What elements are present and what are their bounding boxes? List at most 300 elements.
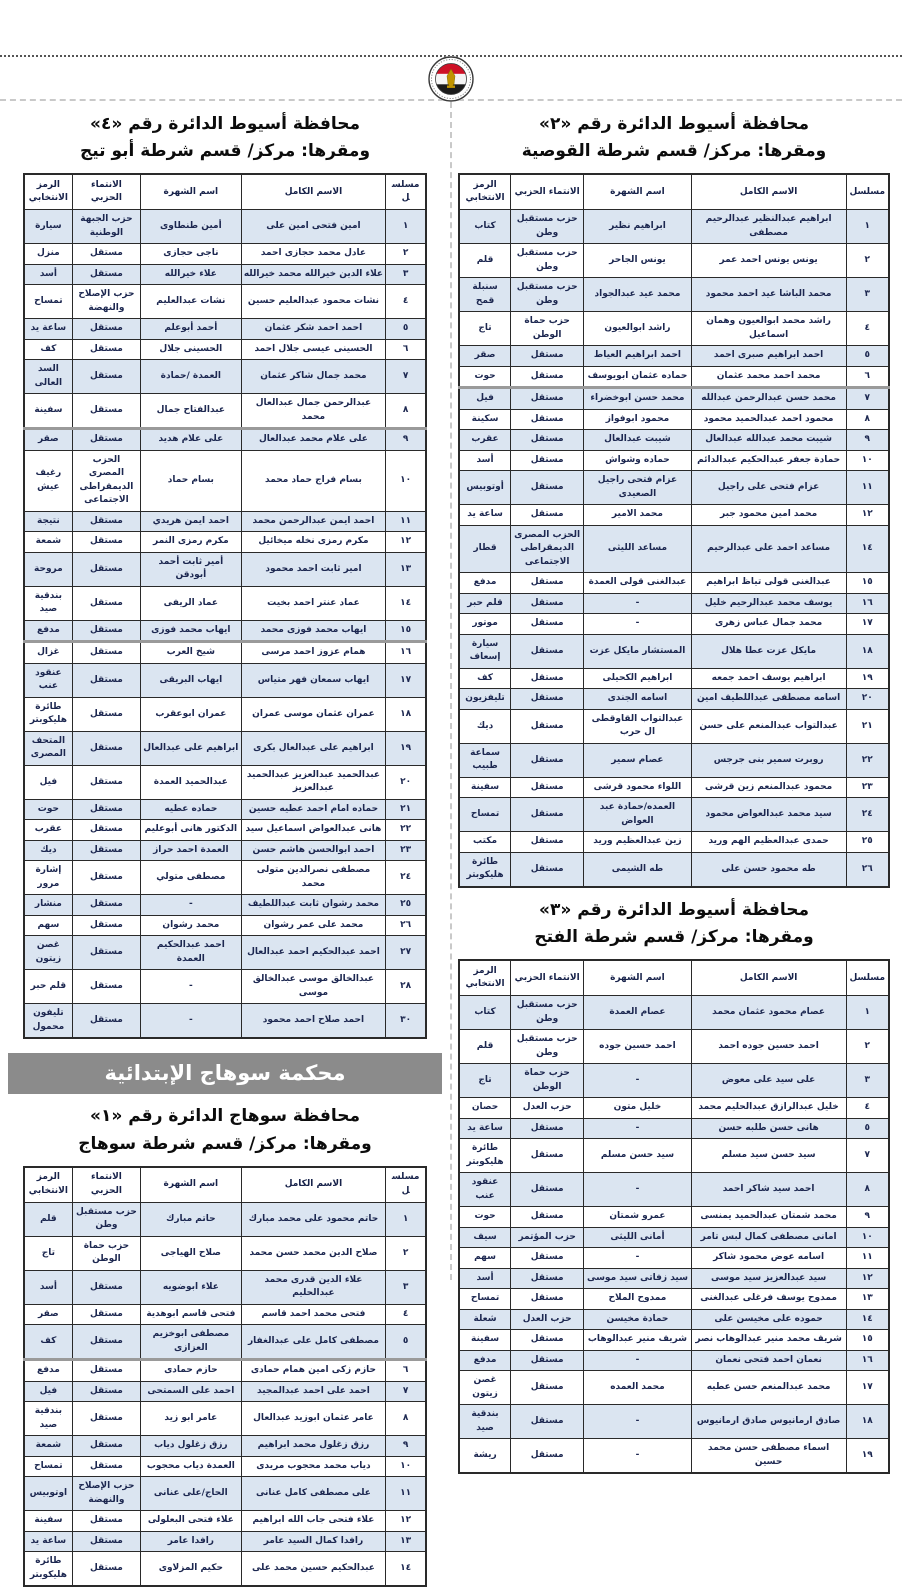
table-row: [24, 840, 426, 861]
table-row: [459, 852, 889, 887]
known-name-cell: عمران ابوعقرب: [141, 697, 242, 731]
party-cell: مستقل: [511, 573, 584, 594]
col-full-name: الاسم الكامل: [691, 960, 846, 996]
full-name-cell: احمد عبدالحكيم احمد عبدالعال: [241, 936, 386, 970]
table-row: [459, 1268, 889, 1289]
serial-cell: ١١: [846, 471, 889, 505]
table-row: [24, 861, 426, 895]
table-row: [459, 709, 889, 743]
full-name-cell: احمد حسين جوده احمد: [691, 1030, 846, 1064]
symbol-cell: منشار: [24, 895, 72, 916]
table-row: [24, 970, 426, 1004]
full-name-cell: عامر عثمان ابوزيد عبدالعال: [241, 1402, 386, 1436]
serial-cell: ٨: [386, 1402, 426, 1436]
title-line-2: ومقرها: مركز/ قسم شرطة الفتح: [534, 927, 814, 948]
full-name-cell: رزق زغلول محمد ابراهيم: [241, 1436, 386, 1457]
known-name-cell: علاء خيرالله: [141, 264, 242, 285]
known-name-cell: -: [141, 895, 242, 916]
known-name-cell: اسامه الجندى: [584, 689, 692, 710]
party-cell: حزب مستقبل وطن: [72, 1202, 140, 1236]
party-cell: حزب الإصلاح والنهضة: [72, 1477, 140, 1511]
symbol-cell: عنقود عنب: [459, 1173, 511, 1207]
known-name-cell: -: [584, 593, 692, 614]
table-row: [24, 1004, 426, 1039]
party-cell: مستقل: [511, 1173, 584, 1207]
party-cell: مستقل: [72, 429, 140, 451]
symbol-cell: ساعة يد: [24, 1531, 72, 1552]
full-name-cell: مايكل عزت عطا هلال: [691, 634, 846, 668]
table-row: [459, 573, 889, 594]
full-name-cell: محمد الباشا عيد احمد محمود: [691, 278, 846, 312]
full-name-cell: همام عزوز احمد مرسى: [241, 642, 386, 664]
symbol-cell: اوتوبيس: [24, 1477, 72, 1511]
symbol-cell: صقر: [459, 346, 511, 367]
table-row: [459, 1350, 889, 1371]
full-name-cell: علاء فتحى جاب الله ابراهيم: [241, 1511, 386, 1532]
table-row: [459, 1248, 889, 1269]
party-cell: حزب حماة الوطن: [72, 1236, 140, 1270]
full-name-cell: مصطفى نصرالدين متولى محمد: [241, 861, 386, 895]
table-row: [24, 210, 426, 244]
symbol-cell: فيل: [459, 388, 511, 410]
candidates-table-assiut-4: [23, 173, 427, 1039]
table-row: [459, 1405, 889, 1439]
serial-cell: ٣: [386, 1270, 426, 1304]
symbol-cell: ساعة يد: [459, 505, 511, 526]
party-cell: مستقل: [511, 366, 584, 388]
full-name-cell: محمود احمد عبدالحميد محمود: [691, 409, 846, 430]
known-name-cell: نشات عبدالعليم: [141, 285, 242, 319]
serial-cell: ٢٦: [386, 915, 426, 936]
full-name-cell: محمد جمال عباس زهرى: [691, 614, 846, 635]
party-cell: مستقل: [72, 697, 140, 731]
symbol-cell: كتاب: [459, 210, 511, 244]
party-cell: مستقل: [72, 1360, 140, 1382]
full-name-cell: محمد على عمر رشوان: [241, 915, 386, 936]
serial-cell: ١٧: [846, 614, 889, 635]
symbol-cell: تليفون محمول: [24, 1004, 72, 1039]
symbol-cell: حوت: [459, 366, 511, 388]
symbol-cell: مروحة: [24, 552, 72, 586]
col-party: الانتماء الحزبي: [72, 1167, 140, 1203]
serial-cell: ١٤: [386, 586, 426, 620]
table-row: [24, 1270, 426, 1304]
serial-cell: ١٦: [386, 642, 426, 664]
symbol-cell: حوت: [24, 799, 72, 820]
table-row: [24, 1202, 426, 1236]
known-name-cell: ابراهيم نظير: [584, 210, 692, 244]
party-cell: مستقل: [511, 1139, 584, 1173]
party-cell: مستقل: [511, 777, 584, 798]
symbol-cell: كف: [24, 1325, 72, 1360]
party-cell: مستقل: [72, 360, 140, 394]
symbol-cell: طائرة هليكوبتر: [459, 852, 511, 887]
party-cell: مستقل: [72, 1004, 140, 1039]
table-row: [459, 1289, 889, 1310]
known-name-cell: شيبت عبدالعال: [584, 430, 692, 451]
serial-cell: ٣: [846, 278, 889, 312]
party-cell: مستقل: [72, 936, 140, 970]
party-cell: حزب العدل: [511, 1309, 584, 1330]
party-cell: مستقل: [511, 430, 584, 451]
right-column: [452, 102, 902, 1467]
symbol-cell: عقرب: [24, 820, 72, 841]
full-name-cell: مصطفى كامل على عبدالغفار: [241, 1325, 386, 1360]
party-cell: مستقل: [72, 1325, 140, 1360]
serial-cell: ١٢: [386, 532, 426, 553]
full-name-cell: محمد حسن عبدالرحمن عبدالله: [691, 388, 846, 410]
serial-cell: ١٦: [846, 593, 889, 614]
full-name-cell: ايهاب محمد فوزى محمد: [241, 620, 386, 642]
col-full-name: الاسم الكامل: [241, 1167, 386, 1203]
full-name-cell: عماد عنتر احمد بخيت: [241, 586, 386, 620]
serial-cell: ١١: [386, 1477, 426, 1511]
symbol-cell: كف: [459, 668, 511, 689]
table-row: [459, 505, 889, 526]
full-name-cell: رافدا كمال السيد عامر: [241, 1531, 386, 1552]
full-name-cell: محمد رشوان ثابت عبداللطيف: [241, 895, 386, 916]
symbol-cell: سيارة إسعاف: [459, 634, 511, 668]
party-cell: مستقل: [511, 388, 584, 410]
symbol-cell: سماعة طبيب: [459, 743, 511, 777]
symbol-cell: مدفع: [24, 620, 72, 642]
serial-cell: ٩: [846, 1207, 889, 1228]
symbol-cell: قلم حبر: [24, 970, 72, 1004]
party-cell: مستقل: [72, 840, 140, 861]
full-name-cell: روبرت سمير بنى جرجس: [691, 743, 846, 777]
known-name-cell: علاء فتحى البعلولى: [141, 1511, 242, 1532]
full-name-cell: راشد محمد ابوالعيون وهمان اسماعيل: [691, 312, 846, 346]
full-name-cell: ابراهيم على عبدالعال بكرى: [241, 731, 386, 765]
full-name-cell: عبدالتواب عبدالمنعم على حسن: [691, 709, 846, 743]
serial-cell: ٢١: [386, 799, 426, 820]
symbol-cell: المتحف المصرى: [24, 731, 72, 765]
symbol-cell: طائرة هليكوبتر: [24, 1552, 72, 1587]
known-name-cell: أمين طنطاوى: [141, 210, 242, 244]
party-cell: مستقل: [72, 731, 140, 765]
symbol-cell: قطار: [459, 525, 511, 573]
table-row: [459, 634, 889, 668]
col-symbol: الرمز الانتخابي: [24, 174, 72, 210]
symbol-cell: السد العالى: [24, 360, 72, 394]
symbol-cell: عنقود عنب: [24, 663, 72, 697]
full-name-cell: مساعد احمد على عبدالرحيم: [691, 525, 846, 573]
col-serial: مسلسل: [386, 1167, 426, 1203]
party-cell: مستقل: [511, 409, 584, 430]
symbol-cell: مدفع: [459, 1350, 511, 1371]
party-cell: حزب العدل: [511, 1098, 584, 1119]
known-name-cell: شيخ العرب: [141, 642, 242, 664]
table-row: [24, 450, 426, 511]
table-row: [24, 820, 426, 841]
title-line-1: محافظة أسيوط الدائرة رقم «٢»: [538, 114, 810, 134]
known-name-cell: عبدالتواب القاوقطى ال حرب: [584, 709, 692, 743]
known-name-cell: ناجى حجازى: [141, 244, 242, 265]
party-cell: مستقل: [511, 1118, 584, 1139]
symbol-cell: بندقية صيد: [24, 1402, 72, 1436]
serial-cell: ٤: [386, 285, 426, 319]
party-cell: مستقل: [511, 1248, 584, 1269]
serial-cell: ٢: [386, 244, 426, 265]
symbol-cell: شمعة: [24, 1436, 72, 1457]
table-row: [24, 1325, 426, 1360]
table-row: [24, 731, 426, 765]
col-symbol: الرمز الانتخابي: [459, 960, 511, 996]
table-row: [24, 1511, 426, 1532]
table-row: [459, 244, 889, 278]
known-name-cell: العمدة احمد حراز: [141, 840, 242, 861]
full-name-cell: خليل عبدالرازق عبدالحليم محمد: [691, 1098, 846, 1119]
serial-cell: ٢٤: [386, 861, 426, 895]
party-cell: مستقل: [72, 820, 140, 841]
serial-cell: ٧: [846, 1139, 889, 1173]
symbol-cell: تليفزيون: [459, 689, 511, 710]
known-name-cell: فتحى قاسم ابوهدية: [141, 1304, 242, 1325]
title-line-2: ومقرها: مركز/ قسم شرطة القوصية: [521, 141, 827, 162]
known-name-cell: طه الشيمى: [584, 852, 692, 887]
serial-cell: ٣: [386, 264, 426, 285]
symbol-cell: حوت: [459, 1207, 511, 1228]
full-name-cell: ايهاب سمعان فهر متياس: [241, 663, 386, 697]
full-name-cell: صلاح الدين محمد حسن محمد: [241, 1236, 386, 1270]
party-cell: مستقل: [72, 319, 140, 340]
serial-cell: ١٤: [846, 525, 889, 573]
full-name-cell: احمد على احمد عبدالمجيد: [241, 1381, 386, 1402]
known-name-cell: سيد زفاتى سيد موسى: [584, 1268, 692, 1289]
symbol-cell: حصان: [459, 1098, 511, 1119]
known-name-cell: أمانى الليثى: [584, 1227, 692, 1248]
table-row: [459, 1098, 889, 1119]
col-known-name: اسم الشهرة: [584, 960, 692, 996]
serial-cell: ١٤: [386, 1552, 426, 1587]
known-name-cell: ابراهيم على عبدالعال: [141, 731, 242, 765]
serial-cell: ٧: [386, 360, 426, 394]
symbol-cell: طائرة هليكوبتر: [459, 1139, 511, 1173]
full-name-cell: احمد ابوالحسن هاشم حسن: [241, 840, 386, 861]
symbol-cell: سكينة: [459, 409, 511, 430]
serial-cell: ١٣: [386, 1531, 426, 1552]
known-name-cell: أحمد أبوعلم: [141, 319, 242, 340]
table-row: [459, 1371, 889, 1405]
full-name-cell: محمد شمتان عبدالحميد يمنسى: [691, 1207, 846, 1228]
party-cell: مستقل: [72, 642, 140, 664]
serial-cell: ٦: [846, 366, 889, 388]
table-header-row: [24, 1167, 426, 1203]
symbol-cell: فيل: [24, 1381, 72, 1402]
full-name-cell: ممدوح يوسف فرغلى عبدالغنى: [691, 1289, 846, 1310]
section-title-sohag-1: [6, 1103, 444, 1157]
known-name-cell: رافدا عامر: [141, 1531, 242, 1552]
symbol-cell: شعلة: [459, 1309, 511, 1330]
full-name-cell: على سيد على معوض: [691, 1064, 846, 1098]
serial-cell: ٨: [846, 409, 889, 430]
known-name-cell: عبدالحميد العمدة: [141, 765, 242, 799]
party-cell: مستقل: [511, 1350, 584, 1371]
symbol-cell: تمساح: [459, 1289, 511, 1310]
symbol-cell: سفينة: [459, 777, 511, 798]
table-row: [24, 697, 426, 731]
table-row: [459, 777, 889, 798]
full-name-cell: اسماء مصطفى حسن محمد حسين: [691, 1439, 846, 1474]
full-name-cell: احمد ايمن عبدالرحمن محمد: [241, 511, 386, 532]
table-row: [24, 1531, 426, 1552]
full-name-cell: يوسف محمد عبدالرحيم خليل: [691, 593, 846, 614]
col-full-name: الاسم الكامل: [241, 174, 386, 210]
party-cell: مستقل: [511, 346, 584, 367]
party-cell: مستقل: [72, 915, 140, 936]
left-column: [2, 102, 452, 1580]
serial-cell: ٥: [846, 346, 889, 367]
symbol-cell: ساعة يد: [24, 319, 72, 340]
serial-cell: ١٥: [846, 573, 889, 594]
table-row: [24, 936, 426, 970]
known-name-cell: -: [584, 1350, 692, 1371]
known-name-cell: -: [584, 1439, 692, 1474]
known-name-cell: عمرو شمتان: [584, 1207, 692, 1228]
serial-cell: ٥: [846, 1118, 889, 1139]
candidates-table-assiut-3: [458, 959, 890, 1474]
full-name-cell: احمد احمد شكر عثمان: [241, 319, 386, 340]
table-row: [459, 1330, 889, 1351]
table-row: [459, 346, 889, 367]
full-name-cell: سيد عبدالعزيز سيد موسى: [691, 1268, 846, 1289]
table-row: [24, 1477, 426, 1511]
party-cell: حزب الإصلاح والنهضة: [72, 285, 140, 319]
col-party: الانتماء الحزبي: [511, 960, 584, 996]
known-name-cell: حماده عطيه: [141, 799, 242, 820]
serial-cell: ٣٠: [386, 1004, 426, 1039]
col-party: الانتماء الحزبي: [511, 174, 584, 210]
table-row: [24, 532, 426, 553]
party-cell: مستقل: [511, 505, 584, 526]
col-symbol: الرمز الانتخابي: [24, 1167, 72, 1203]
serial-cell: ٤: [386, 1304, 426, 1325]
serial-cell: ١٦: [846, 1350, 889, 1371]
table-row: [24, 285, 426, 319]
serial-cell: ١٧: [386, 663, 426, 697]
party-cell: مستقل: [72, 970, 140, 1004]
known-name-cell: الحسينى جلال: [141, 339, 242, 360]
party-cell: مستقل: [72, 765, 140, 799]
full-name-cell: هانى عبدالعواض اسماعيل سيد: [241, 820, 386, 841]
serial-cell: ١٣: [386, 552, 426, 586]
symbol-cell: أسد: [24, 1270, 72, 1304]
known-name-cell: زين عبدالعظيم وريد: [584, 832, 692, 853]
full-name-cell: احمد صلاح احمد محمود: [241, 1004, 386, 1039]
table-row: [24, 339, 426, 360]
serial-cell: ١٨: [846, 634, 889, 668]
col-symbol: الرمز الانتخابي: [459, 174, 511, 210]
symbol-cell: صقر: [24, 1304, 72, 1325]
serial-cell: ٢: [386, 1236, 426, 1270]
table-row: [24, 895, 426, 916]
full-name-cell: امانى مصطفى كمال لبس تامر: [691, 1227, 846, 1248]
title-line-2: ومقرها: مركز/ قسم شرطة أبو تيج: [79, 141, 371, 162]
party-cell: مستقل: [72, 532, 140, 553]
known-name-cell: احمد عبدالحكيم العمدة: [141, 936, 242, 970]
serial-cell: ٩: [846, 430, 889, 451]
party-cell: مستقل: [72, 586, 140, 620]
known-name-cell: على علام هديد: [141, 429, 242, 451]
full-name-cell: عادل محمد حجازى احمد: [241, 244, 386, 265]
serial-cell: ٧: [846, 388, 889, 410]
party-cell: مستقل: [511, 1207, 584, 1228]
full-name-cell: فتحى محمد احمد قاسم: [241, 1304, 386, 1325]
known-name-cell: عماد الريفى: [141, 586, 242, 620]
serial-cell: ١٠: [846, 1227, 889, 1248]
full-name-cell: هانى حسن طلبه حسن: [691, 1118, 846, 1139]
symbol-cell: صقر: [24, 429, 72, 451]
party-cell: مستقل: [511, 743, 584, 777]
party-cell: مستقل: [511, 450, 584, 471]
table-row: [24, 244, 426, 265]
known-name-cell: مصطفى ابوخزيم العزازى: [141, 1325, 242, 1360]
serial-cell: ٥: [386, 1325, 426, 1360]
serial-cell: ١٠: [846, 450, 889, 471]
symbol-cell: تاج: [459, 1064, 511, 1098]
known-name-cell: راشد ابوالعيون: [584, 312, 692, 346]
symbol-cell: ريشة: [459, 1439, 511, 1474]
symbol-cell: قلم حبر: [459, 593, 511, 614]
table-row: [24, 1402, 426, 1436]
table-row: [459, 593, 889, 614]
known-name-cell: الحاج/على عنانى: [141, 1477, 242, 1511]
table-row: [459, 743, 889, 777]
table-row: [459, 409, 889, 430]
serial-cell: ٨: [846, 1173, 889, 1207]
serial-cell: ٢: [846, 244, 889, 278]
party-cell: مستقل: [511, 614, 584, 635]
symbol-cell: أسد: [24, 264, 72, 285]
symbol-cell: عقرب: [459, 430, 511, 451]
table-row: [459, 798, 889, 832]
table-row: [459, 689, 889, 710]
symbol-cell: ديك: [24, 840, 72, 861]
full-name-cell: عمران عثمان موسى عمران: [241, 697, 386, 731]
full-name-cell: يونس يونس احمد عمر: [691, 244, 846, 278]
party-cell: حزب حماة الوطن: [511, 1064, 584, 1098]
party-cell: مستقل: [511, 471, 584, 505]
table-row: [24, 586, 426, 620]
party-cell: مستقل: [72, 1531, 140, 1552]
known-name-cell: المستشار مايكل عزت: [584, 634, 692, 668]
serial-cell: ٢٥: [386, 895, 426, 916]
full-name-cell: علاء الدين خيرالله محمد خيرالله: [241, 264, 386, 285]
party-cell: مستقل: [72, 1552, 140, 1587]
full-name-cell: عبدالغنى قولى تياظ ابراهيم: [691, 573, 846, 594]
table-header-row: [459, 960, 889, 996]
symbol-cell: أوتوبيس: [459, 471, 511, 505]
full-name-cell: شيبت محمد عبدالله عبدالعال: [691, 430, 846, 451]
serial-cell: ١٢: [846, 505, 889, 526]
table-row: [459, 1207, 889, 1228]
known-name-cell: -: [584, 1118, 692, 1139]
party-cell: مستقل: [72, 799, 140, 820]
party-cell: مستقل: [511, 593, 584, 614]
known-name-cell: العمدة /حمادة: [141, 360, 242, 394]
known-name-cell: حازم حمادى: [141, 1360, 242, 1382]
known-name-cell: علاء ابوضويه: [141, 1270, 242, 1304]
party-cell: الحزب المصرى الديمقراطى الاجتماعى: [72, 450, 140, 511]
col-known-name: اسم الشهرة: [141, 1167, 242, 1203]
party-cell: حزب مستقبل وطن: [511, 996, 584, 1030]
symbol-cell: مدفع: [459, 573, 511, 594]
known-name-cell: عصام العمدة: [584, 996, 692, 1030]
full-name-cell: طه محمود حسن على: [691, 852, 846, 887]
known-name-cell: حماده وشواش: [584, 450, 692, 471]
party-cell: حزب المؤتمر: [511, 1227, 584, 1248]
serial-cell: ١٠: [386, 1456, 426, 1477]
